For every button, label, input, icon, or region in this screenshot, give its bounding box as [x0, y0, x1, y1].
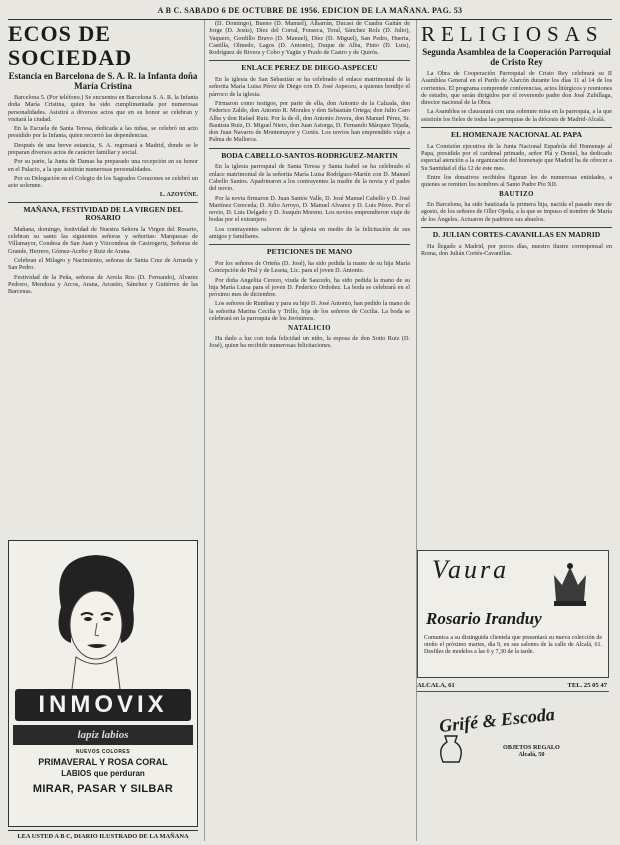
vase-icon [433, 734, 469, 764]
column-left [8, 20, 198, 841]
article-paragraph: Festividad de la Peña, señoras de Arrola Ros (D. Fernando), Alvarez Pedrero, Mendoza y Arcos, Arana, Arrastio, Sánchez y Gutiérrez de las Barcenas. [8, 273, 198, 296]
column-middle [204, 20, 410, 841]
article-paragraph: Después de una breve estancia, S. A. regresará a Madrid, donde se le preparan diversos actos de carácter familiar y social. [8, 141, 198, 157]
columns [8, 20, 612, 841]
article-paragraph: En la Escuela de Santa Teresa, dedicada a las niñas, se celebró un acto presidido por la Infanta, quien recorrió las dependencias. [8, 125, 198, 140]
article-paragraph: Mañana, domingo, festividad de Nuestra Señora la Virgen del Rosario, celebran su santo las siguientes señoras y señoritas: Marquesas de Villamayor, Condesa de San Juan y Vizcondesa de Castrogeriz, Señoras de Grande, Herrero, Gómez-Acebo y Ruiz de Arana. [8, 225, 198, 255]
article-paragraph: La Asamblea se clausurará con una solemne misa en la parroquia, a la que asistirán los fieles de todas las parroquias de la diócesis de Madrid-Alcalá. [421, 108, 612, 123]
grife-script: Grifé & Escoda [438, 703, 556, 737]
bautizo-title: BAUTIZO [499, 191, 534, 199]
abc-footer: LEA USTED A B C, DIARIO ILUSTRADO DE LA MAÑANA [8, 830, 198, 840]
natalicio-title: NATALICIO [288, 325, 331, 333]
article-paragraph: Ha dado a luz con toda felicidad un niño, la esposa de don Sotto Ruiz (D. José), quien ha recibido numerosas felicitaciones. [209, 334, 410, 350]
ad-slogan: MIRAR, PASAR Y SILBAR [32, 783, 174, 795]
ad-address [417, 682, 609, 692]
inmovix-swash: lapiz labios [13, 725, 193, 745]
article-paragraph: En la iglesia parroquial de Santa Teresa y Santa Isabel se ha celebrado el enlace matrimonial de la señorita María Luisa Rodríguez-Martín con D. Manuel Cabello Santos. Apadrinaron a los contrayentes la madre de la novia y el padre del novio. [209, 163, 410, 193]
article-paragraph: (D. Domingo), Bueno (D. Manuel), Albarrán, Ducasi de Cuadra Gaitán de Jorge (D. Jesús), Díez del Corral, Fonseca, Toral, Sánchez Rolz (D. Julio), Vaquero, Gordillo Bravo (D. Manuel), Díez (D. Miguel), San Pedro, Huerta, Castilla, Olmedo, Lagos (D. Antonio), Duque de Alba, Pinto (D. Luis), Rodríguez de Rivera y Cobo y Yagüe y Prado de Castro y de Quirós. [209, 20, 410, 57]
rosario-script: Rosario Iranduy [426, 609, 542, 628]
objects-address: Alcalá, 50 [518, 751, 545, 758]
ad-line: NUEVOS COLORES [75, 749, 131, 755]
ad-line: LABIOS que perduran [61, 769, 145, 778]
vaura-text: Comunica a su distinguida clientela que presentará su nueva colección de otoño el próximo martes, día 9, en sus salones de la calle de Alcalá, 61. Desfiles de modelos a las 6 y 7,30 de la tarde. [424, 635, 602, 655]
boda-title: BODA CABELLO-SANTOS-RODRIGUEZ-MARTIN [209, 148, 410, 161]
article-paragraph: La Comisión ejecutiva de la Junta Nacional Española del Homenaje al Papa, presidida por el cardenal primado, señor Plá y Deniel, ha dedicado especial atención a la organización del homenaje que Madrid ha de ofrecer a Su Santidad el día 12 de este mes. [421, 142, 612, 172]
address-text: ALCALA, 61 [417, 682, 455, 689]
article-paragraph: Los contrayentes salieron de la iglesia en medio de la felicitación de sus amigos y familiares. [209, 225, 410, 241]
phone-text: TEL. 25 05 47 [567, 682, 607, 689]
peticiones-title: PETICIONES DE MANO [209, 244, 410, 257]
cortes-title: D. JULIAN CORTES-CAVANILLAS EN MADRID [421, 227, 612, 240]
ad-line: PRIMAVERAL Y ROSA CORAL [38, 757, 168, 767]
article-paragraph: Los señores de Rumbau y para su hijo D. José Antonio, han pedido la mano de la señorita Marina Cecilia y Trillo, hija de los señores de Cecilia. La boda se celebrará en la parroquia de los Jerónimos. [209, 300, 410, 322]
column-right [416, 20, 612, 841]
religiosas-title: RELIGIOSAS [421, 22, 604, 46]
rosario-title: MAÑANA, FESTIVIDAD DE LA VIRGEN DEL ROSARIO [8, 202, 198, 223]
objects-line: OBJETOS REGALO [503, 744, 560, 751]
article-paragraph: Por su Delegación en el Colegio de los Sagrados Corazones se celebró un acto solemne. [8, 174, 198, 190]
vaura-script: Vaura [432, 555, 510, 584]
vaura-ad [417, 550, 609, 678]
society-title: ECOS DE SOCIEDAD [8, 21, 133, 70]
article-paragraph: Barcelona 5. (Por teléfono.) Se encuentra en Barcelona S. A. R. la Infanta doña María Cristina, quien ha sido cumplimentada por numerosas personalidades. Asistirá a diversos actos que en su honor se celebran y visitará la ciudad. [8, 94, 198, 123]
article-paragraph: Por la novia firmaron D. Juan Santos Valle, D. José Manuel Cabello y D. José Martínez Cereceda; D. Julio Arroyo, D. Manuel Alvarez y D. Luis Pérez. Por el novio, D. Luis Delgado y D. Joaquín Moreno. Los novios emprendieron viaje de bodas por el extranjero. [209, 194, 410, 224]
article-paragraph: Por los señores de Orteña (D. José), ha sido pedida la mano de su hija María Concepción de Pral y de Leseta, Lic. para el joven D. Antonio. [209, 259, 410, 275]
article-paragraph: Firmaron como testigos, por parte de ella, don Antonio de la Calzada, don Federico Zaldo, don Antonio R. Morales y don Sebastián Ortega; don Julio Caro Alba y don Rafael Ruiz. Por la de él, don Antonio Jovera, don Manuel Pérez, Sr. Bautista Ruiz, D. Miguel Nieto, don Juan Astorga, D. Fernando Márquez Tejada, don Juan Navarro de Montemayor y Cortés. Los novios han emprendido viaje a Palma de Mallorca. [209, 99, 410, 144]
society-subtitle: Estancia en Barcelona de S. A. R. la Infanta doña María Cristina [8, 71, 198, 91]
article-paragraph: Por su parte, la Junta de Damas ha preparado una recepción en su honor en el Palacio, a la que asistirán numerosas personalidades. [8, 158, 198, 173]
article-paragraph: La Obra de Cooperación Parroquial de Cristo Rey celebrará su II Asamblea General en el Pardo de Alarcón durante los días 11 al 14 de los corrientes. El programa comprende conferencias, actos litúrgicos y reuniones de estudio, que serán dirigidos por el reverendo padre don José Zubillaga, director nacional de la Obra. [421, 70, 612, 107]
religiosas-subtitle: Segunda Asamblea de la Cooperación Parroquial de Cristo Rey [422, 47, 611, 67]
crown-icon [550, 561, 590, 607]
article-paragraph: Por doña Angelita Cerezo, viuda de Saucedo, ha sido pedida la mano de su hija María Luisa para el joven D. Federico Ordoñez. La boda se celebrará en el próximo mes de diciembre. [209, 276, 410, 299]
page-header: A B C. SABADO 6 DE OCTUBRE DE 1956. EDICION DE LA MAÑANA. PAG. 53 [8, 3, 612, 20]
article-paragraph: En la iglesia de San Sebastián se ha celebrado el enlace matrimonial de la señorita María Luisa Pérez de Diego con D. José Aspeceu, a quienes bendijo el párroco de la iglesia. [209, 76, 410, 98]
grife-objects [503, 744, 560, 758]
inmovix-brand: INMOVIX [15, 689, 191, 721]
article-paragraph: En Barcelona, ha sido bautizada la primera hija, nacida el pasado mes de agosto, de los señores de Oller Ojeda, a la que se impuso el nombre de María de los Ángeles. Actuaron de padrinos sus abuelos. [421, 201, 612, 223]
article-paragraph: Entre los donativos recibidos figuran los de numerosas entidades, a quienes se remiten los nombres al Santo Padre Pío XII. [421, 173, 612, 189]
inmovix-ad [8, 540, 198, 827]
article-paragraph: Celebran el Milagro y Nacimiento, señoras de Santa Cruz de Arrueda y San Pedro. [8, 256, 198, 272]
homenaje-title: EL HOMENAJE NACIONAL AL PAPA [421, 127, 612, 140]
article-paragraph: Ha llegado a Madrid, por pocos días, nuestro ilustre corresponsal en Roma, don Julián Cortés-Cavanillas. [421, 242, 612, 257]
woman-face-illustration [41, 547, 151, 697]
article-author: L. AZOYÚNE. [159, 191, 198, 198]
enlace-title: ENLACE PEREZ DE DIEGO-ASPECEU [209, 60, 410, 73]
grife-escoda-ad [423, 704, 593, 770]
